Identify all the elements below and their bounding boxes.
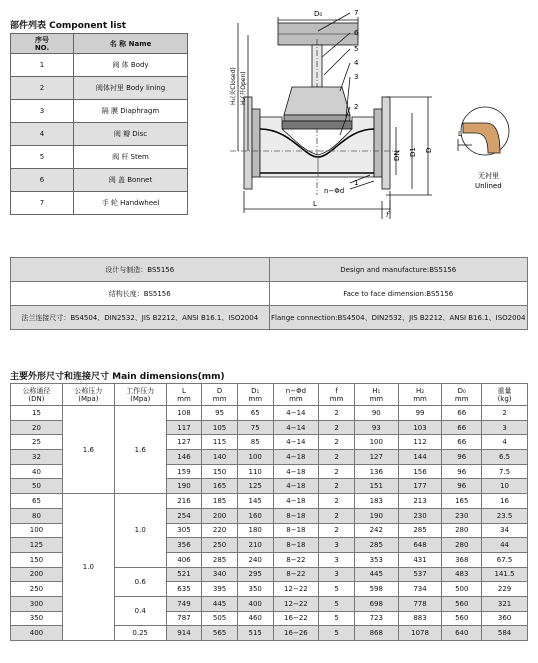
standard-row bbox=[11, 306, 528, 330]
dim-cell: 250 bbox=[202, 538, 238, 553]
dim-dn: 100 bbox=[11, 523, 63, 538]
dim-cell: 4−14 bbox=[273, 435, 319, 450]
dim-dn: 65 bbox=[11, 494, 63, 509]
dim-row bbox=[11, 494, 528, 509]
dim-cell: 213 bbox=[398, 494, 442, 509]
dim-cell: 165 bbox=[442, 494, 482, 509]
dim-cell: 44 bbox=[482, 538, 528, 553]
dimensions-title: 主要外形尺寸和连接尺寸 Main dimensions(mm) bbox=[10, 372, 225, 382]
dim-cell: 67.5 bbox=[482, 552, 528, 567]
component-table bbox=[10, 33, 188, 215]
dim-header: 公称通径 (DN) bbox=[11, 384, 63, 406]
dim-dn: 250 bbox=[11, 582, 63, 597]
dim-cell: 75 bbox=[237, 420, 273, 435]
dim-cell: 144 bbox=[398, 450, 442, 465]
dim-cell: 145 bbox=[237, 494, 273, 509]
dim-cell: 868 bbox=[354, 626, 398, 641]
dim-cell: 2 bbox=[319, 406, 355, 421]
dim-cell: 560 bbox=[442, 596, 482, 611]
dim-cell: 4−18 bbox=[273, 479, 319, 494]
dim-cell: 127 bbox=[166, 435, 202, 450]
component-name: 阀 体 Body bbox=[74, 54, 188, 77]
dim-cell: 5 bbox=[319, 582, 355, 597]
dim-cell: 505 bbox=[202, 611, 238, 626]
dim-cell: 12−22 bbox=[273, 596, 319, 611]
dim-cell: 110 bbox=[237, 464, 273, 479]
component-name: 阀 杆 Stem bbox=[74, 146, 188, 169]
dim-cell: 100 bbox=[237, 450, 273, 465]
dim-cell: 112 bbox=[398, 435, 442, 450]
dim-cell: 165 bbox=[202, 479, 238, 494]
dim-cell: 2 bbox=[319, 420, 355, 435]
dim-cell: 160 bbox=[237, 508, 273, 523]
dim-cell: 285 bbox=[398, 523, 442, 538]
dim-cell: 105 bbox=[202, 420, 238, 435]
dim-cell: 445 bbox=[202, 596, 238, 611]
dim-cell: 8−18 bbox=[273, 523, 319, 538]
dim-cell: 125 bbox=[237, 479, 273, 494]
dim-cell: 16−22 bbox=[273, 611, 319, 626]
dim-cell: 321 bbox=[482, 596, 528, 611]
dim-cell: 914 bbox=[166, 626, 202, 641]
dim-cell: 66 bbox=[442, 420, 482, 435]
dim-cell: 635 bbox=[166, 582, 202, 597]
dim-pn: 1.6 bbox=[62, 406, 114, 494]
dim-wp: 1.6 bbox=[114, 406, 166, 494]
component-row bbox=[11, 192, 188, 215]
dim-cell: 340 bbox=[202, 567, 238, 582]
component-no: 6 bbox=[11, 169, 74, 192]
dim-header: n−Φd mm bbox=[273, 384, 319, 406]
dim-cell: 2 bbox=[319, 435, 355, 450]
dim-cell: 778 bbox=[398, 596, 442, 611]
dim-cell: 445 bbox=[354, 567, 398, 582]
label-n-phid: n−Φd bbox=[324, 187, 345, 195]
component-row bbox=[11, 146, 188, 169]
callout-number: 4 bbox=[354, 59, 359, 67]
valve-drawing bbox=[200, 5, 538, 225]
dim-cell: 240 bbox=[237, 552, 273, 567]
dim-cell: 180 bbox=[237, 523, 273, 538]
dim-cell: 8−18 bbox=[273, 508, 319, 523]
dim-header: 工作压力 (Mpa) bbox=[114, 384, 166, 406]
dim-cell: 159 bbox=[166, 464, 202, 479]
dim-cell: 141.5 bbox=[482, 567, 528, 582]
standard-row bbox=[11, 282, 528, 306]
dim-cell: 3 bbox=[319, 552, 355, 567]
label-unlined-cn: 无衬里 bbox=[478, 172, 499, 180]
dim-cell: 280 bbox=[442, 538, 482, 553]
dim-cell: 2 bbox=[319, 494, 355, 509]
component-name: 阀体衬里 Body lining bbox=[74, 77, 188, 100]
dim-dn: 350 bbox=[11, 611, 63, 626]
dim-cell: 4−14 bbox=[273, 406, 319, 421]
dim-cell: 521 bbox=[166, 567, 202, 582]
dim-cell: 2 bbox=[319, 479, 355, 494]
dim-cell: 648 bbox=[398, 538, 442, 553]
dim-cell: 360 bbox=[482, 611, 528, 626]
component-no: 2 bbox=[11, 77, 74, 100]
dim-dn: 20 bbox=[11, 420, 63, 435]
dim-cell: 16−26 bbox=[273, 626, 319, 641]
label-h2: H₂(开Open) bbox=[240, 71, 247, 105]
dim-cell: 640 bbox=[442, 626, 482, 641]
dim-cell: 96 bbox=[442, 464, 482, 479]
component-no: 7 bbox=[11, 192, 74, 215]
dim-cell: 185 bbox=[202, 494, 238, 509]
dim-cell: 305 bbox=[166, 523, 202, 538]
dim-cell: 295 bbox=[237, 567, 273, 582]
component-name: 手 轮 Handwheel bbox=[74, 192, 188, 215]
dim-dn: 80 bbox=[11, 508, 63, 523]
dim-cell: 353 bbox=[354, 552, 398, 567]
dim-wp: 0.25 bbox=[114, 626, 166, 641]
dim-cell: 136 bbox=[354, 464, 398, 479]
standard-en: Face to face dimension:BS5156 bbox=[269, 282, 528, 306]
dim-cell: 395 bbox=[202, 582, 238, 597]
label-l: L bbox=[313, 200, 317, 208]
dim-cell: 500 bbox=[442, 582, 482, 597]
callout-number: 7 bbox=[354, 9, 359, 17]
dim-wp: 0.6 bbox=[114, 567, 166, 596]
dim-cell: 4−18 bbox=[273, 494, 319, 509]
dim-cell: 229 bbox=[482, 582, 528, 597]
dim-cell: 431 bbox=[398, 552, 442, 567]
label-detail-l: L bbox=[458, 130, 462, 138]
dim-dn: 40 bbox=[11, 464, 63, 479]
label-unlined-en: Unlined bbox=[475, 182, 502, 190]
dim-cell: 85 bbox=[237, 435, 273, 450]
dim-header: H₂ mm bbox=[398, 384, 442, 406]
dim-cell: 183 bbox=[354, 494, 398, 509]
dim-cell: 584 bbox=[482, 626, 528, 641]
dim-cell: 565 bbox=[202, 626, 238, 641]
component-row bbox=[11, 123, 188, 146]
dim-cell: 3 bbox=[482, 420, 528, 435]
dim-cell: 8−22 bbox=[273, 552, 319, 567]
standard-row bbox=[11, 258, 528, 282]
dim-cell: 103 bbox=[398, 420, 442, 435]
dim-wp: 1.0 bbox=[114, 494, 166, 567]
dim-cell: 723 bbox=[354, 611, 398, 626]
dim-cell: 200 bbox=[202, 508, 238, 523]
label-d1: D1 bbox=[409, 147, 417, 157]
dim-cell: 280 bbox=[442, 523, 482, 538]
dim-dn: 15 bbox=[11, 406, 63, 421]
dim-cell: 93 bbox=[354, 420, 398, 435]
dim-cell: 177 bbox=[398, 479, 442, 494]
dim-cell: 8−18 bbox=[273, 538, 319, 553]
callout-number: 5 bbox=[354, 45, 359, 53]
dim-cell: 156 bbox=[398, 464, 442, 479]
dim-cell: 2 bbox=[482, 406, 528, 421]
dim-row bbox=[11, 406, 528, 421]
standard-cn: 结构长度：BS5156 bbox=[11, 282, 270, 306]
dim-cell: 12−22 bbox=[273, 582, 319, 597]
label-dn: DN bbox=[393, 150, 401, 161]
dim-cell: 6.5 bbox=[482, 450, 528, 465]
dim-cell: 65 bbox=[237, 406, 273, 421]
dim-cell: 356 bbox=[166, 538, 202, 553]
standard-en: Design and manufacture:BS5156 bbox=[269, 258, 528, 282]
dim-cell: 140 bbox=[202, 450, 238, 465]
dim-header: D₀ mm bbox=[442, 384, 482, 406]
dim-cell: 2 bbox=[319, 450, 355, 465]
dim-cell: 5 bbox=[319, 626, 355, 641]
dim-cell: 483 bbox=[442, 567, 482, 582]
dim-dn: 200 bbox=[11, 567, 63, 582]
dim-cell: 883 bbox=[398, 611, 442, 626]
dim-cell: 4−18 bbox=[273, 464, 319, 479]
dimensions-table bbox=[10, 383, 528, 641]
dim-dn: 150 bbox=[11, 552, 63, 567]
dim-cell: 3 bbox=[319, 567, 355, 582]
dim-cell: 7.5 bbox=[482, 464, 528, 479]
dim-cell: 66 bbox=[442, 406, 482, 421]
dim-cell: 4−18 bbox=[273, 450, 319, 465]
component-row bbox=[11, 54, 188, 77]
callout-number: 2 bbox=[354, 103, 359, 111]
dim-cell: 190 bbox=[166, 479, 202, 494]
dim-dn: 300 bbox=[11, 596, 63, 611]
dim-cell: 1078 bbox=[398, 626, 442, 641]
dim-cell: 100 bbox=[354, 435, 398, 450]
dim-cell: 23.5 bbox=[482, 508, 528, 523]
standard-cn: 法兰连接尺寸：BS4504、DIN2532、JIS B2212、ANSI B16.1、ISO2004 bbox=[11, 306, 270, 330]
dim-cell: 2 bbox=[319, 464, 355, 479]
dim-cell: 787 bbox=[166, 611, 202, 626]
dim-cell: 749 bbox=[166, 596, 202, 611]
dim-cell: 460 bbox=[237, 611, 273, 626]
dim-cell: 598 bbox=[354, 582, 398, 597]
dim-cell: 16 bbox=[482, 494, 528, 509]
dim-header: H₁ mm bbox=[354, 384, 398, 406]
dim-cell: 560 bbox=[442, 611, 482, 626]
dim-header: 公称压力 (Mpa) bbox=[62, 384, 114, 406]
dim-cell: 4−14 bbox=[273, 420, 319, 435]
dim-dn: 400 bbox=[11, 626, 63, 641]
component-name: 隔 膜 Diaphragm bbox=[74, 100, 188, 123]
dim-cell: 515 bbox=[237, 626, 273, 641]
component-row bbox=[11, 100, 188, 123]
component-row bbox=[11, 77, 188, 100]
dim-cell: 2 bbox=[319, 508, 355, 523]
callout-number: 3 bbox=[354, 73, 359, 81]
dim-cell: 406 bbox=[166, 552, 202, 567]
dim-cell: 95 bbox=[202, 406, 238, 421]
dim-cell: 3 bbox=[319, 538, 355, 553]
standard-cn: 设计与制造：BS5156 bbox=[11, 258, 270, 282]
dim-dn: 125 bbox=[11, 538, 63, 553]
dim-cell: 285 bbox=[202, 552, 238, 567]
label-h1: H₁(关Closed) bbox=[230, 67, 237, 105]
dim-cell: 66 bbox=[442, 435, 482, 450]
dim-header: 重量 (kg) bbox=[482, 384, 528, 406]
dim-cell: 210 bbox=[237, 538, 273, 553]
dim-cell: 127 bbox=[354, 450, 398, 465]
dim-header: f mm bbox=[319, 384, 355, 406]
dim-cell: 108 bbox=[166, 406, 202, 421]
dim-cell: 5 bbox=[319, 596, 355, 611]
dim-header: D mm bbox=[202, 384, 238, 406]
dim-cell: 10 bbox=[482, 479, 528, 494]
label-d0: D₀ bbox=[314, 10, 323, 18]
component-list-title: 部件列表 Component list bbox=[10, 21, 127, 31]
dim-cell: 190 bbox=[354, 508, 398, 523]
dim-cell: 99 bbox=[398, 406, 442, 421]
dim-cell: 34 bbox=[482, 523, 528, 538]
dim-cell: 96 bbox=[442, 479, 482, 494]
standards-table bbox=[10, 257, 528, 330]
dim-header: L mm bbox=[166, 384, 202, 406]
dim-cell: 146 bbox=[166, 450, 202, 465]
dim-cell: 242 bbox=[354, 523, 398, 538]
dim-cell: 220 bbox=[202, 523, 238, 538]
component-name: 阀 盖 Bonnet bbox=[74, 169, 188, 192]
component-no: 1 bbox=[11, 54, 74, 77]
dim-cell: 2 bbox=[319, 523, 355, 538]
dim-cell: 400 bbox=[237, 596, 273, 611]
dim-cell: 698 bbox=[354, 596, 398, 611]
dim-cell: 254 bbox=[166, 508, 202, 523]
dim-cell: 368 bbox=[442, 552, 482, 567]
callout-number: 1 bbox=[354, 179, 359, 187]
dim-cell: 230 bbox=[398, 508, 442, 523]
dim-cell: 537 bbox=[398, 567, 442, 582]
dim-cell: 5 bbox=[319, 611, 355, 626]
dim-dn: 25 bbox=[11, 435, 63, 450]
dim-cell: 216 bbox=[166, 494, 202, 509]
dim-cell: 230 bbox=[442, 508, 482, 523]
dim-cell: 4 bbox=[482, 435, 528, 450]
dim-cell: 151 bbox=[354, 479, 398, 494]
dim-cell: 350 bbox=[237, 582, 273, 597]
dim-dn: 32 bbox=[11, 450, 63, 465]
dim-dn: 50 bbox=[11, 479, 63, 494]
component-no: 5 bbox=[11, 146, 74, 169]
dim-cell: 150 bbox=[202, 464, 238, 479]
dim-cell: 115 bbox=[202, 435, 238, 450]
col-no-header: 序号 NO. bbox=[11, 34, 74, 54]
dim-cell: 8−22 bbox=[273, 567, 319, 582]
component-name: 阀 瓣 Disc bbox=[74, 123, 188, 146]
dim-cell: 90 bbox=[354, 406, 398, 421]
dim-cell: 96 bbox=[442, 450, 482, 465]
dim-cell: 285 bbox=[354, 538, 398, 553]
standard-en: Flange connection:BS4504、DIN2532、JIS B2212、ANSI B16.1、ISO2004 bbox=[269, 306, 528, 330]
dim-wp: 0.4 bbox=[114, 596, 166, 625]
col-name-header: 名 称 Name bbox=[74, 34, 188, 54]
component-row bbox=[11, 169, 188, 192]
dim-header: D₁ mm bbox=[237, 384, 273, 406]
component-no: 3 bbox=[11, 100, 74, 123]
dim-cell: 117 bbox=[166, 420, 202, 435]
label-f: f bbox=[386, 211, 389, 219]
component-no: 4 bbox=[11, 123, 74, 146]
callout-number: 6 bbox=[354, 29, 359, 37]
dim-cell: 734 bbox=[398, 582, 442, 597]
label-d: D bbox=[425, 147, 433, 153]
dim-pn: 1.0 bbox=[62, 494, 114, 641]
